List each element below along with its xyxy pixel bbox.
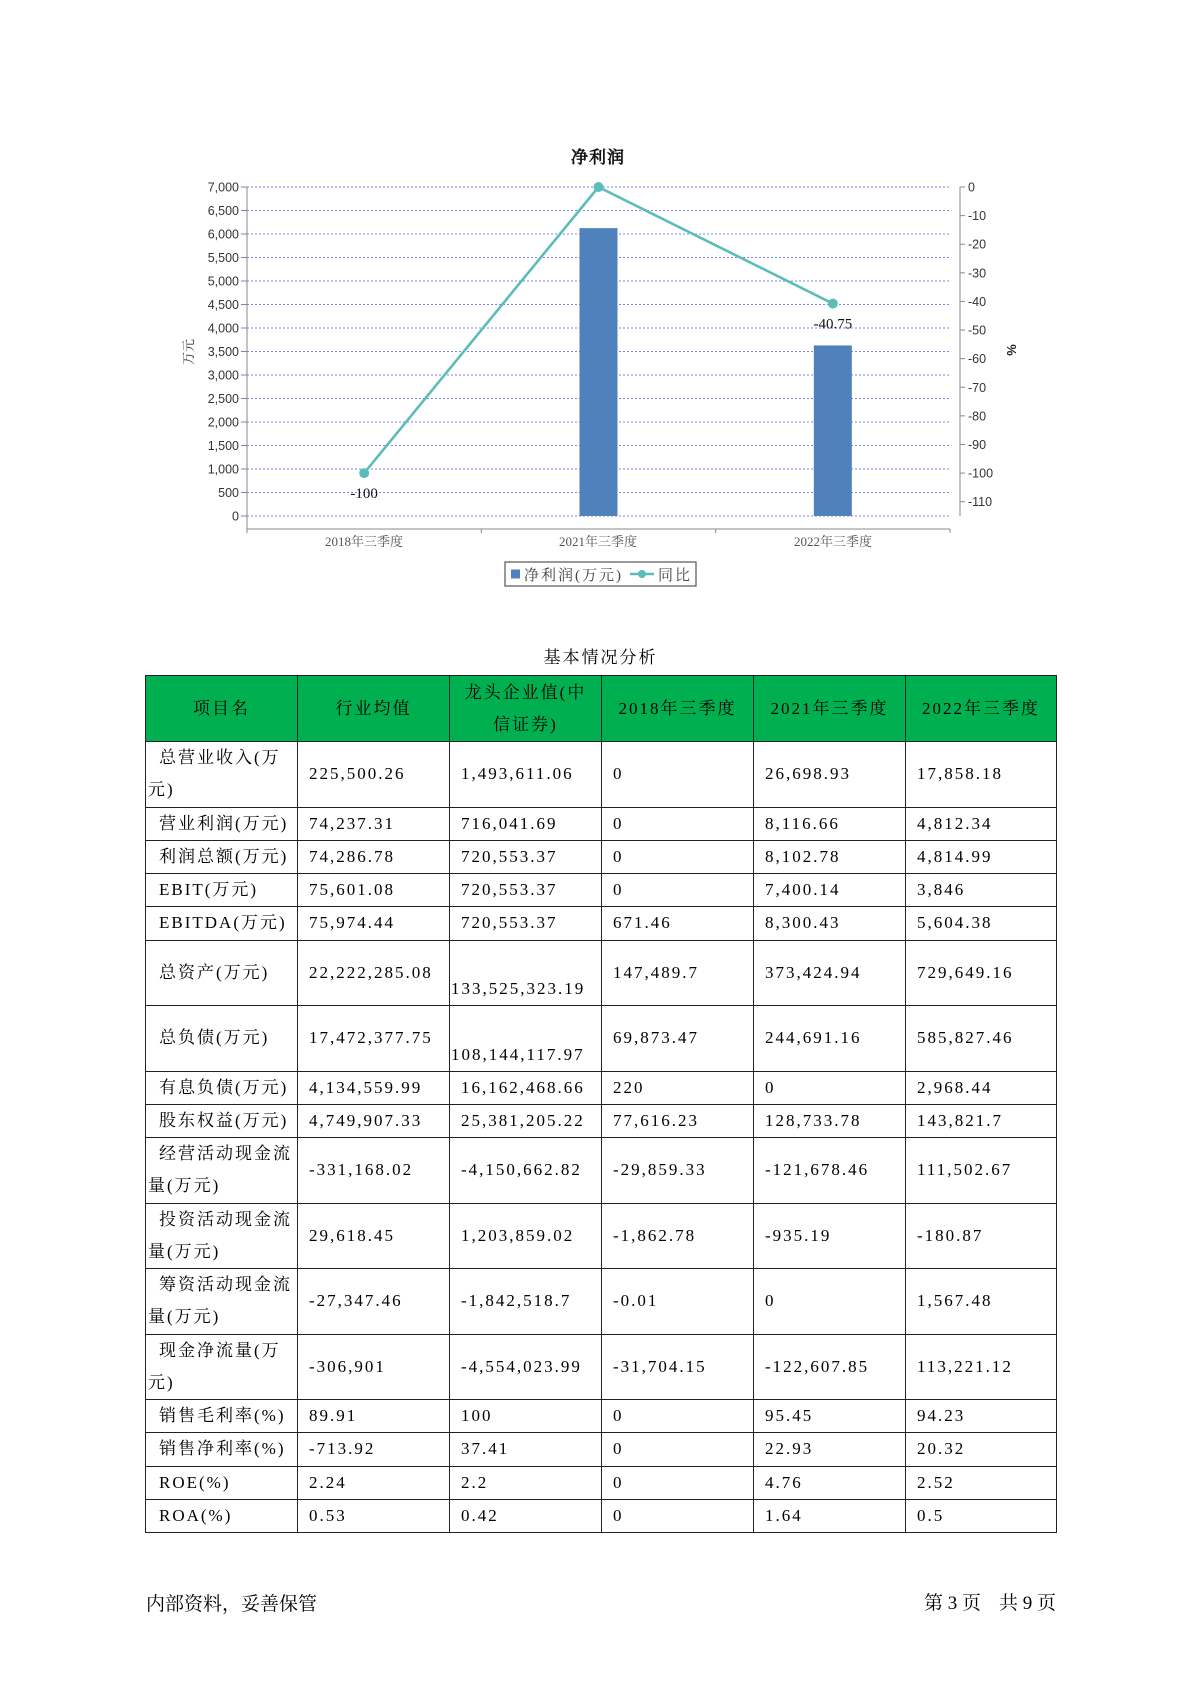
- y-tick-label: 3,500: [207, 345, 239, 359]
- col-header-leader-label: 龙头企业值(中信证券): [464, 682, 587, 734]
- y2-tick-label: -110: [968, 495, 993, 510]
- bar-layer: [580, 228, 852, 516]
- q3-2022-cell: 4,812.34: [906, 807, 1057, 840]
- q3-2021-cell: 22.93: [754, 1433, 906, 1466]
- row-label: 销售净利率(%): [146, 1433, 298, 1466]
- industry-average-cell: 4,749,907.33: [298, 1104, 450, 1137]
- legend-line-label: 同比: [658, 568, 693, 584]
- q3-2022-cell: 17,858.18: [906, 742, 1057, 808]
- q3-2021-cell: 373,424.94: [754, 940, 906, 1006]
- q3-2022-cell: 729,649.16: [906, 940, 1057, 1006]
- col-header-q3-2018: 2018年三季度: [602, 676, 754, 742]
- leader-value-cell: 133,525,323.19: [450, 940, 602, 1006]
- q3-2018-cell: -29,859.33: [602, 1138, 754, 1204]
- leader-value-cell: 720,553.37: [450, 907, 602, 940]
- col-header-q3-2021: 2021年三季度: [754, 676, 906, 742]
- col-header-leader: [450, 676, 602, 742]
- chart-title: 净利润: [571, 148, 625, 167]
- y-tick-label: 6,000: [207, 227, 239, 242]
- table-header-row: [146, 676, 1057, 742]
- table-row: [146, 807, 1057, 840]
- q3-2021-cell: -122,607.85: [754, 1334, 906, 1400]
- q3-2022-cell: 0.5: [906, 1499, 1057, 1532]
- x-category-label: 2022年三季度: [793, 534, 873, 549]
- leader-value-cell: 1,493,611.06: [450, 742, 602, 808]
- y-tick-label: 3,000: [207, 368, 239, 383]
- y-tick-label: 0: [232, 509, 239, 524]
- industry-average-cell: 29,618.45: [298, 1203, 450, 1269]
- q3-2018-cell: 671.46: [602, 907, 754, 940]
- row-label: EBITDA(万元): [146, 907, 298, 940]
- industry-average-cell: 0.53: [298, 1499, 450, 1532]
- industry-average-cell: -331,168.02: [298, 1138, 450, 1204]
- q3-2018-cell: 147,489.7: [602, 940, 754, 1006]
- table-row: [146, 1104, 1057, 1137]
- y2-tick-label: -40: [968, 294, 987, 309]
- q3-2018-cell: -1,862.78: [602, 1203, 754, 1269]
- industry-average-cell: 17,472,377.75: [298, 1006, 450, 1072]
- table-row: [146, 1138, 1057, 1204]
- y-tick-label: 2,000: [207, 415, 239, 430]
- y-tick-label: 5,000: [207, 274, 239, 289]
- y2-tick-label: 0: [968, 180, 975, 195]
- leader-value-cell: 25,381,205.22: [450, 1104, 602, 1137]
- q3-2021-cell: 128,733.78: [754, 1104, 906, 1137]
- q3-2018-cell: -0.01: [602, 1269, 754, 1335]
- table-row: [146, 840, 1057, 873]
- y-axis-title: 万元: [181, 338, 196, 366]
- table-row: [146, 1006, 1057, 1072]
- q3-2021-cell: 0: [754, 1269, 906, 1335]
- row-label: 有息负债(万元): [146, 1071, 298, 1104]
- yoy-point: [594, 182, 604, 192]
- q3-2022-cell: 111,502.67: [906, 1138, 1057, 1204]
- industry-average-cell: -27,347.46: [298, 1269, 450, 1335]
- q3-2022-cell: 113,221.12: [906, 1334, 1057, 1400]
- q3-2018-cell: 0: [602, 1499, 754, 1532]
- q3-2022-cell: 2.52: [906, 1466, 1057, 1499]
- legend-bar-swatch: [511, 570, 520, 579]
- row-label: 现金净流量(万元): [146, 1334, 298, 1400]
- industry-average-cell: 74,286.78: [298, 840, 450, 873]
- yoy-point: [828, 299, 838, 309]
- leader-value-cell: 16,162,468.66: [450, 1071, 602, 1104]
- row-label: 利润总额(万元): [146, 840, 298, 873]
- row-label: ROE(%): [146, 1466, 298, 1499]
- net-profit-chart: [0, 0, 1191, 620]
- bar: [580, 228, 618, 516]
- q3-2018-cell: 0: [602, 840, 754, 873]
- x-category-label: 2021年三季度: [558, 534, 638, 549]
- legend-bar-label: 净利润(万元): [524, 568, 623, 584]
- table-row: [146, 1400, 1057, 1433]
- table-row: [146, 1466, 1057, 1499]
- row-label: 筹资活动现金流量(万元): [146, 1269, 298, 1335]
- y-tick-label: 1,500: [207, 439, 239, 453]
- industry-average-cell: 22,222,285.08: [298, 940, 450, 1006]
- leader-value-cell: 0.42: [450, 1499, 602, 1532]
- q3-2022-cell: 1,567.48: [906, 1269, 1057, 1335]
- industry-average-cell: 74,237.31: [298, 807, 450, 840]
- y2-tick-label: -30: [968, 266, 987, 281]
- col-header-industry-average: 行业均值: [298, 676, 450, 742]
- leader-value-cell: 100: [450, 1400, 602, 1433]
- q3-2022-cell: 20.32: [906, 1433, 1057, 1466]
- table-row: [146, 1071, 1057, 1104]
- q3-2018-cell: 0: [602, 1466, 754, 1499]
- legend-line-marker: [638, 570, 646, 578]
- row-label: 销售毛利率(%): [146, 1400, 298, 1433]
- industry-average-cell: 89.91: [298, 1400, 450, 1433]
- leader-value-cell: 1,203,859.02: [450, 1203, 602, 1269]
- row-label: 股东权益(万元): [146, 1104, 298, 1137]
- page-number: [924, 1590, 1056, 1618]
- row-label: EBIT(万元): [146, 874, 298, 907]
- q3-2018-cell: 77,616.23: [602, 1104, 754, 1137]
- row-label: 总负债(万元): [146, 1006, 298, 1072]
- q3-2021-cell: 8,116.66: [754, 807, 906, 840]
- q3-2021-cell: -121,678.46: [754, 1138, 906, 1204]
- table-row: [146, 1499, 1057, 1532]
- q3-2021-cell: 0: [754, 1071, 906, 1104]
- q3-2022-cell: 585,827.46: [906, 1006, 1057, 1072]
- y-tick-label: 4,000: [207, 321, 239, 336]
- q3-2022-cell: 5,604.38: [906, 907, 1057, 940]
- q3-2021-cell: 244,691.16: [754, 1006, 906, 1072]
- page-total: 共 9 页: [998, 1593, 1056, 1614]
- q3-2021-cell: 26,698.93: [754, 742, 906, 808]
- page-current: 第 3 页: [923, 1593, 981, 1614]
- industry-average-cell: -306,901: [298, 1334, 450, 1400]
- q3-2021-cell: -935.19: [754, 1203, 906, 1269]
- q3-2021-cell: 8,102.78: [754, 840, 906, 873]
- table-title: 基本情况分析: [543, 648, 658, 667]
- industry-average-cell: -713.92: [298, 1433, 450, 1466]
- table-row: [146, 742, 1057, 808]
- industry-average-cell: 2.24: [298, 1466, 450, 1499]
- y-tick-label: 2,500: [207, 392, 239, 406]
- row-label: 总资产(万元): [146, 940, 298, 1006]
- q3-2021-cell: 8,300.43: [754, 907, 906, 940]
- y2-tick-label: -90: [968, 437, 987, 452]
- q3-2021-cell: 1.64: [754, 1499, 906, 1532]
- table-row: [146, 1433, 1057, 1466]
- row-label: 营业利润(万元): [146, 807, 298, 840]
- table-row: [146, 874, 1057, 907]
- q3-2022-cell: 143,821.7: [906, 1104, 1057, 1137]
- table-row: [146, 1203, 1057, 1269]
- yoy-point: [359, 468, 369, 478]
- y-tick-label: 5,500: [207, 251, 239, 265]
- industry-average-cell: 225,500.26: [298, 742, 450, 808]
- q3-2021-cell: 95.45: [754, 1400, 906, 1433]
- industry-average-cell: 4,134,559.99: [298, 1071, 450, 1104]
- q3-2021-cell: 7,400.14: [754, 874, 906, 907]
- q3-2018-cell: 0: [602, 807, 754, 840]
- y2-tick-label: -10: [968, 209, 987, 224]
- q3-2018-cell: 0: [602, 1433, 754, 1466]
- q3-2018-cell: 0: [602, 1400, 754, 1433]
- q3-2018-cell: -31,704.15: [602, 1334, 754, 1400]
- table-row: [146, 907, 1057, 940]
- y2-axis-title: %: [1004, 344, 1019, 356]
- y2-tick-label: -70: [968, 380, 987, 395]
- col-header-item: 项目名: [146, 676, 298, 742]
- q3-2022-cell: 2,968.44: [906, 1071, 1057, 1104]
- y2-tick-label: -50: [968, 323, 987, 338]
- col-header-q3-2022: 2022年三季度: [906, 676, 1057, 742]
- data-label: -100: [350, 486, 378, 503]
- q3-2022-cell: -180.87: [906, 1203, 1057, 1269]
- q3-2018-cell: 0: [602, 742, 754, 808]
- leader-value-cell: 37.41: [450, 1433, 602, 1466]
- q3-2018-cell: 0: [602, 874, 754, 907]
- y2-tick-label: -20: [968, 237, 987, 252]
- basic-analysis-table: [145, 675, 1057, 1533]
- q3-2022-cell: 3,846: [906, 874, 1057, 907]
- q3-2022-cell: 94.23: [906, 1400, 1057, 1433]
- leader-value-cell: 108,144,117.97: [450, 1006, 602, 1072]
- x-category-label: 2018年三季度: [324, 534, 404, 549]
- table-row: [146, 1334, 1057, 1400]
- q3-2018-cell: 69,873.47: [602, 1006, 754, 1072]
- row-label: 投资活动现金流量(万元): [146, 1203, 298, 1269]
- y-tick-label: 4,500: [207, 298, 239, 312]
- industry-average-cell: 75,974.44: [298, 907, 450, 940]
- y2-tick-label: -100: [968, 466, 994, 481]
- q3-2022-cell: 4,814.99: [906, 840, 1057, 873]
- row-label: 总营业收入(万元): [146, 742, 298, 808]
- y-tick-label: 7,000: [207, 180, 239, 195]
- table-row: [146, 1269, 1057, 1335]
- leader-value-cell: 720,553.37: [450, 874, 602, 907]
- y-tick-label: 1,000: [207, 462, 239, 477]
- q3-2021-cell: 4.76: [754, 1466, 906, 1499]
- leader-value-cell: -4,554,023.99: [450, 1334, 602, 1400]
- y-tick-label: 500: [218, 486, 239, 500]
- data-label: -40.75: [813, 316, 853, 333]
- legend: [505, 562, 696, 586]
- table-row: [146, 940, 1057, 1006]
- leader-value-cell: -4,150,662.82: [450, 1138, 602, 1204]
- q3-2018-cell: 220: [602, 1071, 754, 1104]
- leader-value-cell: -1,842,518.7: [450, 1269, 602, 1335]
- leader-value-cell: 2.2: [450, 1466, 602, 1499]
- industry-average-cell: 75,601.08: [298, 874, 450, 907]
- leader-value-cell: 716,041.69: [450, 807, 602, 840]
- y-tick-label: 6,500: [207, 204, 239, 218]
- row-label: ROA(%): [146, 1499, 298, 1532]
- confidential-note: 内部资料，妥善保管: [146, 1593, 318, 1615]
- bar: [814, 345, 852, 516]
- leader-value-cell: 720,553.37: [450, 840, 602, 873]
- y2-tick-label: -60: [968, 352, 987, 367]
- y2-tick-label: -80: [968, 409, 987, 424]
- row-label: 经营活动现金流量(万元): [146, 1138, 298, 1204]
